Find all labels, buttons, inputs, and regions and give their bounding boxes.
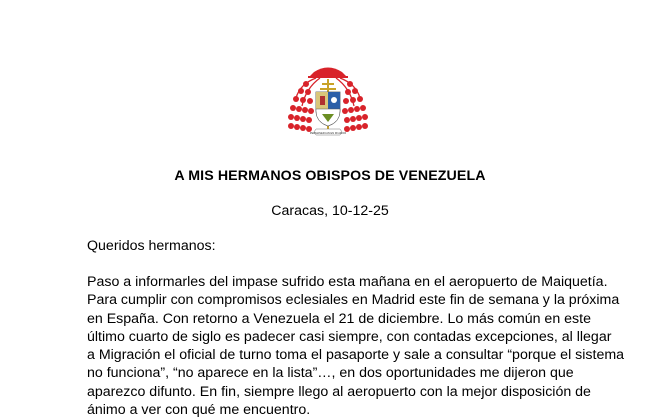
body-line: a Migración el oficial de turno toma el pasaporte y sale a consultar “porque el sistema <box>87 347 625 364</box>
body-line: último cuarto de siglo es padecer casi siempre, con contadas excepciones, al llegar <box>87 328 612 345</box>
body-line: aparezco difunto. En fin, siempre llego al aeropuerto con la mejor disposición de <box>87 383 591 400</box>
body-line: Paso a informarles del impase sufrido esta mañana en el aeropuerto de Maiquetía. <box>87 274 608 290</box>
body-line: ánimo a ver con qué me encuentro. <box>87 402 311 419</box>
letter-body-paragraph <box>87 273 625 419</box>
body-line: en España. Con retorno a Venezuela el 21 de diciembre. Lo más común en este <box>87 310 591 327</box>
body-line: Para cumplir con compromisos eclesiales en Madrid este fin de semana y la próxima <box>87 292 620 309</box>
letter-salutation: Queridos hermanos: <box>87 238 216 254</box>
cardinal-coat-of-arms-icon <box>286 62 370 140</box>
body-line: no funciona”, “no aparece en la lista”…, en dos oportunidades me dijeron que <box>87 365 574 382</box>
crest-motto: PERMANEZCAN EN MI AMOR <box>309 131 347 135</box>
letter-title: A MIS HERMANOS OBISPOS DE VENEZUELA <box>174 168 486 184</box>
letter-dateline: Caracas, 10-12-25 <box>271 203 389 219</box>
